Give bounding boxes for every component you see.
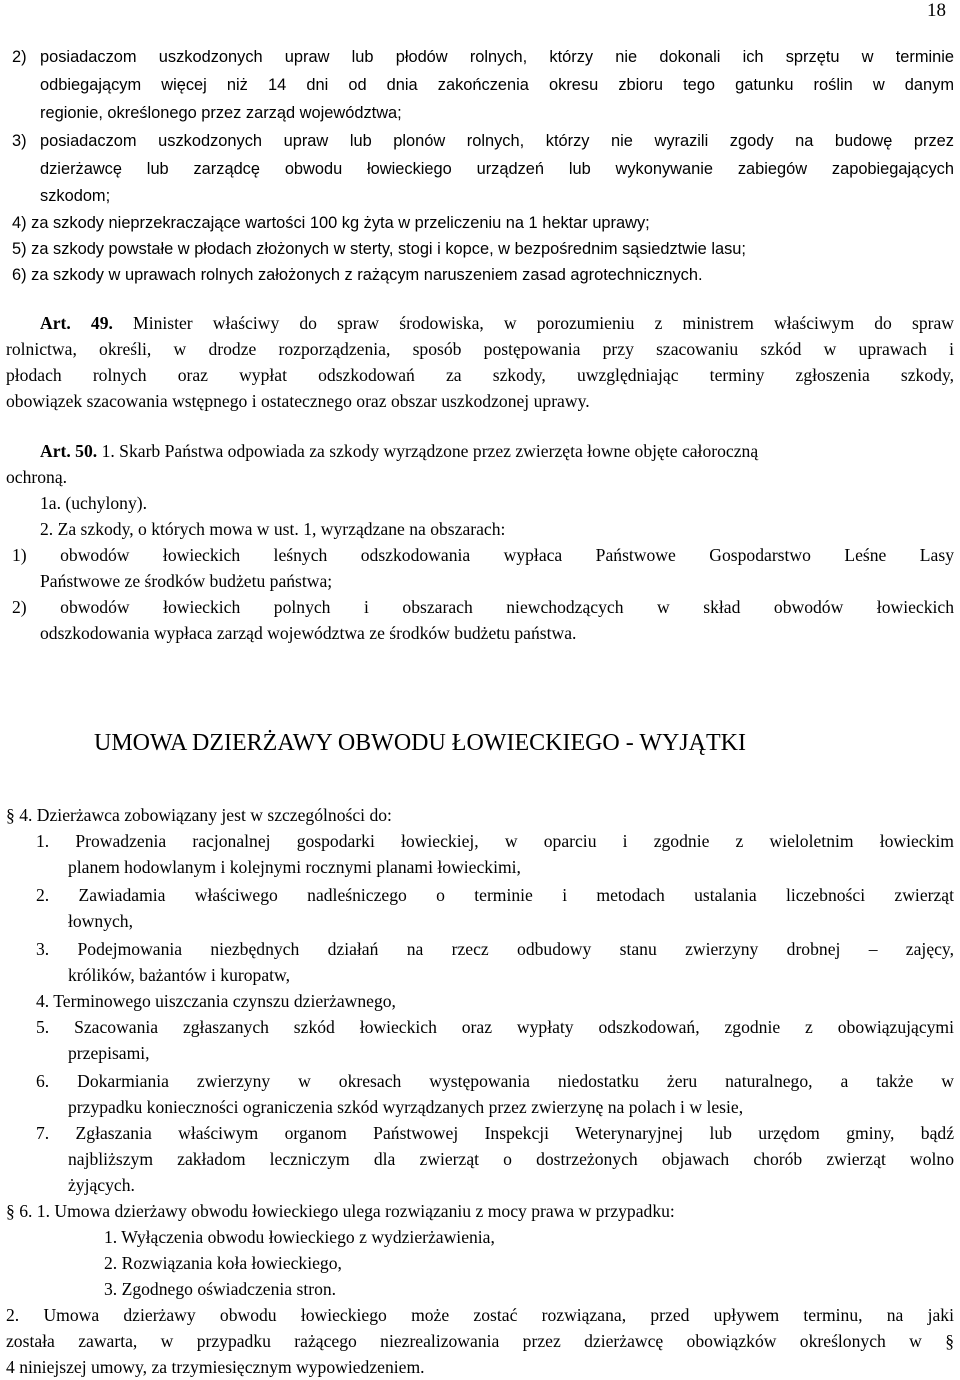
list1-item2-line2: odbiegającym więcej niż 14 dni od dnia zakończenia okresu zbioru tego gatunku roślin w danym — [40, 76, 954, 94]
art50-p1-line1 — [40, 440, 758, 462]
art49-line3: płodach rolnych oraz wypłat odszkodowań za szkody, uwzględniając terminy zgłoszenia szkody, — [6, 365, 954, 385]
list1-item3-line3: szkodom; — [40, 187, 111, 205]
section-title: UMOWA DZIERŻAWY OBWODU ŁOWIECKIEGO - WYJĄTKI — [94, 730, 746, 756]
art50-item1-line2: Państwowe ze środków budżetu państwa; — [40, 571, 333, 591]
art50-label: Art. 50. — [40, 441, 98, 461]
par4-item7-line1: 7. Zgłaszania właściwym organom Państwowej Inspekcji Weterynaryjnej lub urzędom gminy, bądź — [36, 1123, 954, 1143]
art50-item1-line1: 1) obwodów łowieckich leśnych odszkodowania wypłaca Państwowe Gospodarstwo Leśne Lasy — [12, 545, 954, 565]
list1-item3-line1: posiadaczom uszkodzonych upraw lub plonów rolnych, którzy nie wyrazili zgody na budowę przez — [40, 132, 954, 150]
art49-line1 — [40, 312, 954, 334]
list1-item2-line3: regionie, określonego przez zarząd województwa; — [40, 104, 402, 122]
par4-item7-line2: najbliższym zakładom leczniczym dla zwierząt o dostrzeżonych objawach chorób zwierząt wolno — [68, 1149, 954, 1169]
par6-item3: 3. Zgodnego oświadczenia stron. — [104, 1279, 337, 1299]
par6-p2-line2: została zawarta, w przypadku rażącego niezrealizowania przez dzierżawcę obowiązków określonych w § — [6, 1331, 954, 1351]
par4-item6-line1: 6. Dokarmiania zwierzyny w okresach występowania niedostatku żeru naturalnego, a także w — [36, 1071, 954, 1091]
art50-item2-line2: odszkodowania wypłaca zarząd województwa ze środków budżetu państwa. — [40, 623, 577, 643]
list1-item6: 6) za szkody w uprawach rolnych założonych z rażącym naruszeniem zasad agrotechnicznych. — [12, 266, 703, 284]
page-number: 18 — [927, 0, 946, 21]
list1-item2-number: 2) — [12, 48, 27, 66]
par4-item1-line1: 1. Prowadzenia racjonalnej gospodarki łowieckiej, w oparciu i zgodnie z wieloletnim łowieckim — [36, 831, 954, 851]
art50-item2-line1: 2) obwodów łowieckich polnych i obszarach niewchodzących w skład obwodów łowieckich — [12, 597, 954, 617]
par4-item4-line1: 4. Terminowego uiszczania czynszu dzierżawnego, — [36, 991, 396, 1011]
par4-heading: § 4. Dzierżawca zobowiązany jest w szczególności do: — [6, 805, 392, 825]
par4-item7-line3: żyjących. — [68, 1175, 135, 1195]
par4-item5-line2: przepisami, — [68, 1043, 150, 1063]
par6-heading: § 6. 1. Umowa dzierżawy obwodu łowieckiego ulega rozwiązaniu z mocy prawa w przypadku: — [6, 1201, 675, 1221]
par4-item5-line1: 5. Szacowania zgłaszanych szkód łowieckich oraz wypłaty odszkodowań, zgodnie z obowiązującymi — [36, 1017, 954, 1037]
par6-item2: 2. Rozwiązania koła łowieckiego, — [104, 1253, 342, 1273]
par4-item2-line2: łownych, — [68, 911, 133, 931]
par6-p2-line3: 4 niniejszej umowy, za trzymiesięcznym wypowiedzeniem. — [6, 1357, 425, 1377]
art49-line4: obowiązek szacowania wstępnego i ostatecznego oraz obszar uszkodzonej uprawy. — [6, 391, 590, 411]
par4-item3-line1: 3. Podejmowania niezbędnych działań na rzecz odbudowy stanu zwierzyny drobnej – zajęcy, — [36, 939, 954, 959]
art50-p1a: 1a. (uchylony). — [40, 493, 147, 513]
art50-p2: 2. Za szkody, o których mowa w ust. 1, wyrządzane na obszarach: — [40, 519, 506, 539]
par4-item1-line2: planem hodowlanym i kolejnymi rocznymi planami łowieckimi, — [68, 857, 521, 877]
art50-p1-line1-text: 1. Skarb Państwa odpowiada za szkody wyrządzone przez zwierzęta łowne objęte całoroczną — [101, 441, 759, 461]
list1-item3-line2: dzierżawcę lub zarządcę obwodu łowieckiego urządzeń lub wykonywanie zabiegów zapobiegających — [40, 160, 954, 178]
art50-p1-line2: ochroną. — [6, 467, 68, 487]
par4-item6-line2: przypadku konieczności ograniczenia szkód wyrządzanych przez zwierzynę na polach i w lesie, — [68, 1097, 744, 1117]
par4-item2-line1: 2. Zawiadamia właściwego nadleśniczego o terminie i metodach ustalania liczebności zwierząt — [36, 885, 954, 905]
par6-item1: 1. Wyłączenia obwodu łowieckiego z wydzierżawienia, — [104, 1227, 495, 1247]
par4-item3-line2: królików, bażantów i kuropatw, — [68, 965, 290, 985]
list1-item4: 4) za szkody nieprzekraczające wartości 100 kg żyta w przeliczeniu na 1 hektar uprawy; — [12, 214, 650, 232]
list1-item5: 5) za szkody powstałe w płodach złożonych w sterty, stogi i kopce, w bezpośrednim sąsiedztwie lasu; — [12, 240, 746, 258]
art49-label: Art. 49. — [40, 313, 113, 333]
art49-line2: rolnictwa, określi, w drodze rozporządzenia, sposób postępowania przy szacowaniu szkód w uprawach i — [6, 339, 954, 359]
list1-item3-number: 3) — [12, 132, 27, 150]
par6-p2-line1: 2. Umowa dzierżawy obwodu łowieckiego może zostać rozwiązana, przed upływem terminu, na jaki — [6, 1305, 954, 1325]
list1-item2-line1: posiadaczom uszkodzonych upraw lub płodów rolnych, którzy nie dokonali ich sprzętu w terminie — [40, 48, 954, 66]
art49-line1-text: Minister właściwy do spraw środowiska, w porozumieniu z ministrem właściwym do spraw — [133, 313, 954, 333]
